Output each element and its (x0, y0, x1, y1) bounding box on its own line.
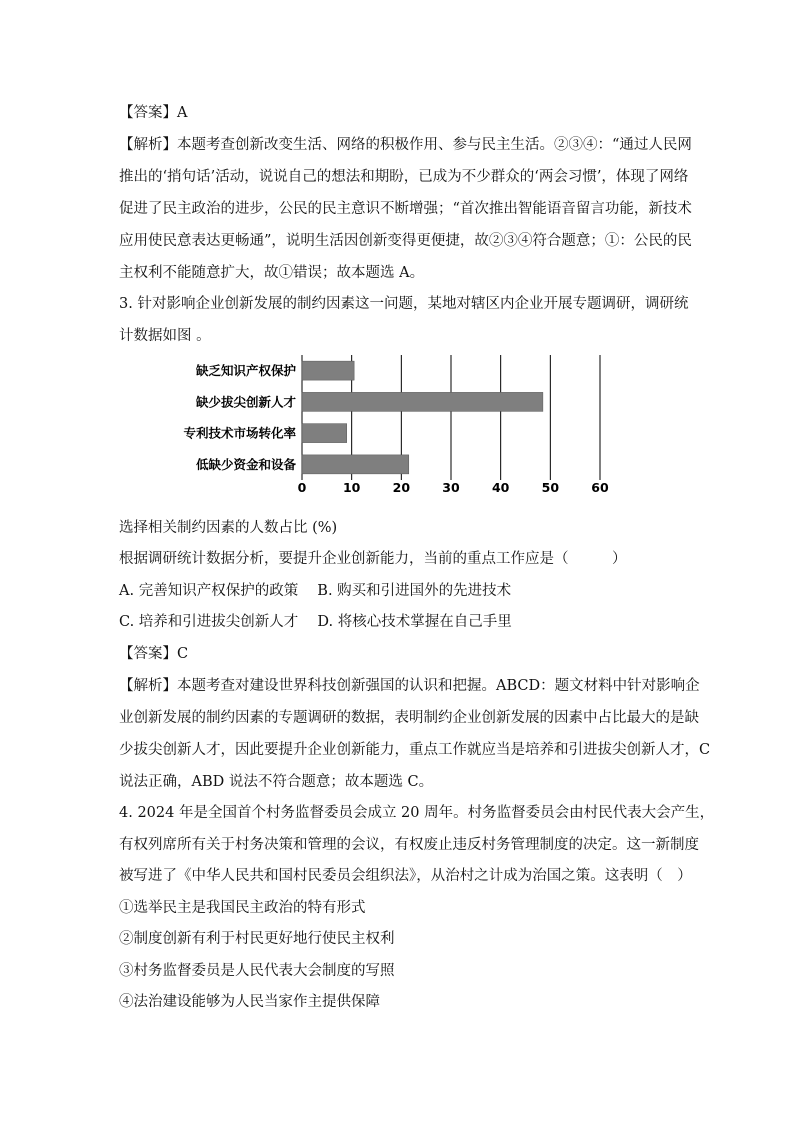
statement-2: ②制度创新有利于村民更好地行使民主权利 (119, 931, 395, 947)
bar (302, 361, 354, 380)
chart-xlabel: 选择相关制约因素的人数占比 (%) (119, 520, 338, 536)
x-tick-label: 30 (442, 480, 460, 495)
analysis-line: 说法正确，ABD 说法不符合题意；故本题选 C。 (119, 774, 434, 790)
statement-1: ①选举民主是我国民主政治的特有形式 (119, 900, 366, 916)
bar (302, 455, 409, 474)
question-stem: 根据调研统计数据分析，要提升企业创新能力，当前的重点工作应是（ ） (119, 551, 627, 567)
analysis-line: 主权利不能随意扩大，故①错误；故本题选 A。 (119, 265, 425, 281)
analysis-line: 应用使民意表达更畅通”，说明生活因创新变得更便捷，故②③④符合题意；①：公民的民 (119, 233, 692, 249)
x-tick-label: 40 (491, 480, 510, 495)
answer-label: 【答案】C (119, 646, 189, 662)
x-tick-label: 10 (342, 480, 361, 495)
statement-3: ③村务监督委员是人民代表大会制度的写照 (119, 963, 395, 979)
analysis-line: 业创新发展的制约因素的专题调研的数据，表明制约企业创新发展的因素中占比最大的是缺 (119, 710, 699, 726)
analysis-line: 促进了民主政治的进步，公民的民主意识不断增强；“首次推出智能语音留言功能，新技术 (119, 201, 692, 217)
analysis-line: 少拔尖创新人才，因此要提升企业创新能力，重点工作就应当是培养和引进拔尖创新人才，C (119, 742, 711, 758)
options-ab: A. 完善知识产权保护的政策 B. 购买和引进国外的先进技术 (119, 583, 512, 599)
options-cd: C. 培养和引进拔尖创新人才 D. 将核心技术掌握在自己手里 (119, 614, 512, 630)
category-label: 缺乏知识产权保护 (195, 363, 296, 379)
x-tick-label: 50 (541, 480, 560, 495)
question-4-line: 有权列席所有关于村务决策和管理的会议，有权废止违反村务管理制度的决定。这一新制度 (119, 837, 699, 853)
analysis-line: 【解析】本题考查对建设世界科技创新强国的认识和把握。ABCD：题文材料中针对影响企 (119, 678, 700, 694)
question-4-line: 4. 2024 年是全国首个村务监督委员会成立 20 周年。村务监督委员会由村民代表大会产生， (119, 805, 715, 821)
analysis-line: 【解析】本题考查创新改变生活、网络的积极作用、参与民主生活。②③④：“通过人民网 (119, 137, 692, 153)
bar (302, 424, 347, 443)
x-tick-label: 0 (297, 480, 307, 495)
bar (302, 392, 543, 411)
question-3-line: 3. 针对影响企业创新发展的制约因素这一问题，某地对辖区内企业开展专题调研，调研统 (119, 296, 689, 312)
category-label: 专利技术市场转化率 (183, 425, 296, 441)
x-tick-label: 20 (392, 480, 411, 495)
category-label: 低缺少资金和设备 (195, 456, 296, 472)
answer-3-label: 【答案】A (119, 105, 188, 121)
analysis-line: 推出的‘捎句话’活动，说说自己的想法和期盼，已成为不少群众的‘两会习惯’，体现了网络 (119, 169, 689, 185)
bar-chart (160, 350, 630, 498)
question-4-line: 被写进了《中华人民共和国村民委员会组织法》，从治村之计成为治国之策。这表明（ ） (119, 868, 692, 884)
category-label: 缺少拔尖创新人才 (195, 394, 296, 410)
x-tick-label: 60 (591, 480, 609, 495)
statement-4: ④法治建设能够为人民当家作主提供保障 (119, 994, 380, 1010)
question-3-line: 计数据如图 。 (119, 328, 211, 344)
